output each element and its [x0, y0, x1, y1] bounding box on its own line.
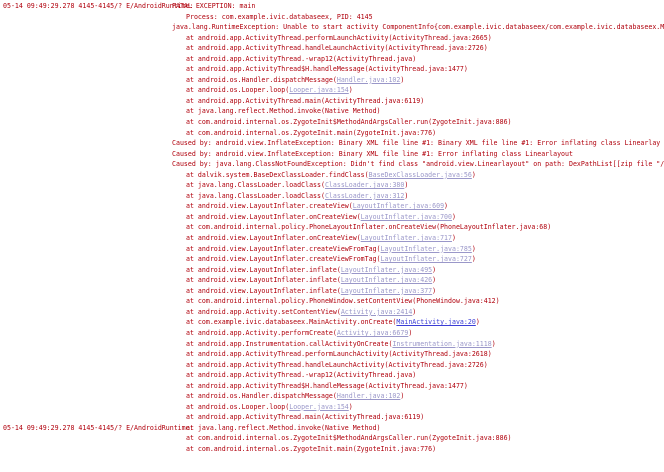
log-line-suffix: )	[404, 181, 409, 190]
log-line-message	[186, 117, 512, 128]
log-line	[0, 317, 600, 328]
log-line-message	[172, 138, 660, 149]
log-line-text: at android.view.LayoutInflater.createViewFromTag(	[186, 255, 381, 264]
log-line-text: at java.lang.ClassLoader.loadClass(	[186, 191, 325, 200]
log-line-message	[186, 201, 448, 212]
log-line	[0, 170, 600, 181]
log-line-text: FATAL EXCEPTION: main	[172, 2, 256, 10]
log-line	[0, 85, 600, 96]
log-line-message	[186, 381, 468, 392]
log-line-message	[186, 180, 408, 191]
log-line-text: at com.android.internal.os.ZygoteInit$MethodAndArgsCaller.run(ZygoteInit.java:886)	[186, 434, 512, 443]
log-line	[0, 275, 600, 286]
log-line-message	[186, 296, 500, 307]
log-line-message	[186, 433, 512, 444]
log-line-message	[186, 275, 436, 286]
log-line-suffix: )	[408, 328, 413, 337]
log-line-message	[186, 233, 456, 244]
log-line-suffix: )	[400, 392, 405, 401]
log-line-message	[186, 12, 373, 23]
log-line-suffix: )	[348, 86, 353, 95]
log-line-text: at android.os.Handler.dispatchMessage(	[186, 392, 337, 401]
log-line-text: at android.view.LayoutInflater.inflate(	[186, 276, 341, 285]
log-line-text: at android.app.ActivityThread.-wrap12(ActivityThread.java)	[186, 371, 417, 380]
log-line-text: at java.lang.ClassLoader.loadClass(	[186, 181, 325, 190]
log-line	[0, 412, 600, 423]
log-line-message	[186, 85, 353, 96]
log-line-suffix: )	[451, 212, 456, 221]
source-link[interactable]: LayoutInflater.java:377	[340, 286, 433, 295]
log-line	[0, 12, 600, 23]
log-line-suffix: )	[451, 234, 456, 243]
log-line-text: at android.os.Handler.dispatchMessage(	[186, 75, 337, 84]
log-line	[0, 423, 600, 434]
source-link[interactable]: MainActivity.java:20	[396, 318, 476, 327]
log-line-text: at android.os.Looper.loop(	[186, 86, 290, 95]
log-line-message	[186, 106, 381, 117]
log-line-text: at dalvik.system.BaseDexClassLoader.findClass(	[186, 170, 369, 179]
log-line	[0, 180, 600, 191]
log-line-text: at com.example.ivic.databaseex.MainActivity.onCreate(	[186, 318, 397, 327]
log-line-text: at com.android.internal.os.ZygoteInit.main(ZygoteInit.java:776)	[186, 128, 437, 137]
source-link[interactable]: LayoutInflater.java:700	[360, 212, 452, 221]
source-link[interactable]: Looper.java:154	[289, 402, 349, 411]
log-line	[0, 1, 600, 12]
log-line-text: at android.app.ActivityThread.performLaunchActivity(ActivityThread.java:2618)	[186, 350, 492, 359]
log-line-suffix: )	[412, 307, 417, 316]
log-line-text: at android.view.LayoutInflater.onCreateView(	[186, 234, 361, 243]
log-line	[0, 191, 600, 202]
source-link[interactable]: ClassLoader.java:380	[324, 181, 405, 190]
log-line-message	[186, 222, 551, 233]
log-line-text: java.lang.RuntimeException: Unable to start activity ComponentInfo{com.example.ivic.databaseex/com.example.ivic.databaseex.M	[172, 23, 664, 32]
log-line-message	[186, 75, 404, 86]
source-link[interactable]: ClassLoader.java:312	[324, 191, 405, 200]
log-line-text: at android.view.LayoutInflater.createViewFromTag(	[186, 244, 381, 253]
log-line-message	[186, 360, 488, 371]
log-line	[0, 381, 600, 392]
log-line-message	[186, 328, 412, 339]
log-line-text: at android.app.Instrumentation.callActivityOnCreate(	[186, 339, 393, 348]
log-line-message	[172, 149, 573, 160]
log-line	[0, 402, 600, 413]
log-line-text: at android.app.ActivityThread.performLaunchActivity(ActivityThread.java:2665)	[186, 33, 492, 42]
log-line-suffix: )	[471, 244, 476, 253]
source-link[interactable]: BaseDexClassLoader.java:56	[368, 170, 472, 179]
source-link[interactable]: LayoutInflater.java:717	[360, 234, 452, 243]
log-line-message	[186, 339, 496, 350]
source-link[interactable]: LayoutInflater.java:785	[380, 244, 472, 253]
log-line-message	[186, 423, 381, 434]
log-line-text: at android.view.LayoutInflater.onCreateView(	[186, 212, 361, 221]
log-line	[0, 43, 600, 54]
log-line-suffix: )	[400, 75, 405, 84]
log-line	[0, 64, 600, 75]
log-line-text: Caused by: android.view.InflateException: Binary XML file line #1: Error inflating class Linearlayout	[172, 149, 573, 158]
log-line-message	[186, 33, 492, 44]
log-line-text: at java.lang.reflect.Method.invoke(Native Method)	[186, 107, 381, 116]
log-line-message	[186, 265, 436, 276]
log-line	[0, 233, 600, 244]
log-line-message	[186, 191, 408, 202]
log-line-message	[186, 64, 468, 75]
source-link[interactable]: LayoutInflater.java:727	[380, 255, 472, 264]
log-line	[0, 307, 600, 318]
log-line-message	[186, 307, 416, 318]
log-line	[0, 96, 600, 107]
log-line-prefix: 05-14 09:49:29.278 4145-4145/? E/AndroidRuntime:	[3, 2, 194, 10]
log-line-suffix: )	[432, 276, 437, 285]
log-line	[0, 286, 600, 297]
log-line-message	[186, 170, 476, 181]
log-line	[0, 370, 600, 381]
log-line-text: at android.app.ActivityThread.main(ActivityThread.java:6119)	[186, 96, 425, 105]
log-line-text: at android.app.ActivityThread.handleLaunchActivity(ActivityThread.java:2726)	[186, 360, 488, 369]
log-line	[0, 149, 600, 160]
source-link[interactable]: LayoutInflater.java:495	[340, 265, 433, 274]
log-line	[0, 159, 664, 170]
log-line-suffix: )	[471, 255, 476, 264]
log-line	[0, 75, 600, 86]
log-line-message	[186, 54, 416, 65]
source-link[interactable]: Activity.java:6679	[336, 328, 409, 337]
log-line	[0, 349, 600, 360]
log-line-suffix: )	[491, 339, 496, 348]
log-line-message	[186, 254, 476, 265]
log-line-text: at android.view.LayoutInflater.inflate(	[186, 286, 341, 295]
log-line-text: at android.app.ActivityThread.-wrap12(ActivityThread.java)	[186, 54, 417, 63]
log-line	[0, 244, 600, 255]
log-line-message	[186, 412, 424, 423]
log-line	[0, 212, 600, 223]
log-line-text: at android.app.Activity.performCreate(	[186, 328, 337, 337]
log-line-text: at android.os.Looper.loop(	[186, 402, 290, 411]
log-line-message	[186, 317, 480, 328]
log-line-suffix: )	[475, 318, 480, 327]
log-line-text: at android.view.LayoutInflater.inflate(	[186, 265, 341, 274]
log-line	[0, 265, 600, 276]
log-line-text: at android.view.LayoutInflater.createView(	[186, 202, 353, 211]
log-line-message	[186, 43, 488, 54]
log-line	[0, 433, 600, 444]
log-line-message	[172, 159, 664, 170]
log-line-text: at android.app.ActivityThread.main(ActivityThread.java:6119)	[186, 413, 425, 422]
log-line-message	[186, 391, 404, 402]
log-line-text: at android.app.ActivityThread$H.handleMessage(ActivityThread.java:1477)	[186, 65, 468, 74]
source-link[interactable]: LayoutInflater.java:609	[352, 202, 445, 211]
source-link[interactable]: Handler.java:102	[336, 75, 401, 84]
log-line-message	[172, 22, 664, 33]
log-line-message	[186, 128, 436, 139]
log-line	[0, 54, 600, 65]
log-line-message	[186, 286, 436, 297]
log-line-text: at com.android.internal.policy.PhoneLayoutInflater.onCreateView(PhoneLayoutInflater.java:68)	[186, 223, 552, 232]
log-line-prefix: 05-14 09:49:29.278 4145-4145/? E/AndroidRuntime:	[3, 423, 194, 432]
log-line-message	[172, 1, 255, 12]
log-line-text: Caused by: android.view.InflateException: Binary XML file line #1: Binary XML file line #1: Error inflating class Linearlay	[172, 139, 661, 148]
log-line-text: at com.android.internal.policy.PhoneWindow.setContentView(PhoneWindow.java:412)	[186, 297, 500, 306]
log-line	[0, 254, 600, 265]
log-line	[0, 222, 600, 233]
log-line-message	[186, 402, 353, 413]
log-line-text: at java.lang.reflect.Method.invoke(Native Method)	[186, 423, 381, 432]
log-line	[0, 296, 600, 307]
log-line-suffix: )	[348, 402, 353, 411]
log-line	[0, 339, 600, 350]
log-line-text: Process: com.example.ivic.databaseex, PID: 4145	[186, 12, 373, 21]
log-line-message	[186, 370, 416, 381]
log-line-text: at android.app.ActivityThread$H.handleMessage(ActivityThread.java:1477)	[186, 381, 468, 390]
log-line-text: at android.app.ActivityThread.handleLaunchActivity(ActivityThread.java:2726)	[186, 44, 488, 53]
log-line-suffix: )	[432, 286, 437, 295]
log-line	[0, 328, 600, 339]
log-line-suffix: )	[471, 170, 476, 179]
log-line	[0, 138, 661, 149]
log-line-message	[186, 212, 456, 223]
source-link[interactable]: Looper.java:154	[289, 86, 349, 95]
log-line	[0, 444, 600, 455]
log-line-text: at com.android.internal.os.ZygoteInit.main(ZygoteInit.java:776)	[186, 444, 437, 453]
log-line-message	[186, 96, 424, 107]
log-line-suffix: )	[404, 191, 409, 200]
source-link[interactable]: LayoutInflater.java:426	[340, 276, 433, 285]
log-line-message	[186, 244, 476, 255]
log-line	[0, 33, 600, 44]
log-line	[0, 128, 600, 139]
log-line	[0, 391, 600, 402]
log-line	[0, 201, 600, 212]
log-line-message	[186, 444, 436, 455]
source-link[interactable]: Activity.java:2414	[340, 307, 413, 316]
log-line	[0, 106, 600, 117]
source-link[interactable]: Instrumentation.java:1118	[392, 339, 492, 348]
log-line	[0, 117, 600, 128]
log-line-text: at android.app.Activity.setContentView(	[186, 307, 341, 316]
log-line-text: at com.android.internal.os.ZygoteInit$MethodAndArgsCaller.run(ZygoteInit.java:886)	[186, 118, 512, 127]
log-line-text: Caused by: java.lang.ClassNotFoundException: Didn't find class "android.view.Linearlayout" on path: DexPathList[[zip file "/	[172, 160, 664, 169]
log-line-suffix: )	[444, 202, 449, 211]
log-line	[0, 360, 600, 371]
log-line-suffix: )	[432, 265, 437, 274]
log-line	[0, 22, 664, 33]
log-line-message	[186, 349, 492, 360]
source-link[interactable]: Handler.java:102	[336, 392, 401, 401]
